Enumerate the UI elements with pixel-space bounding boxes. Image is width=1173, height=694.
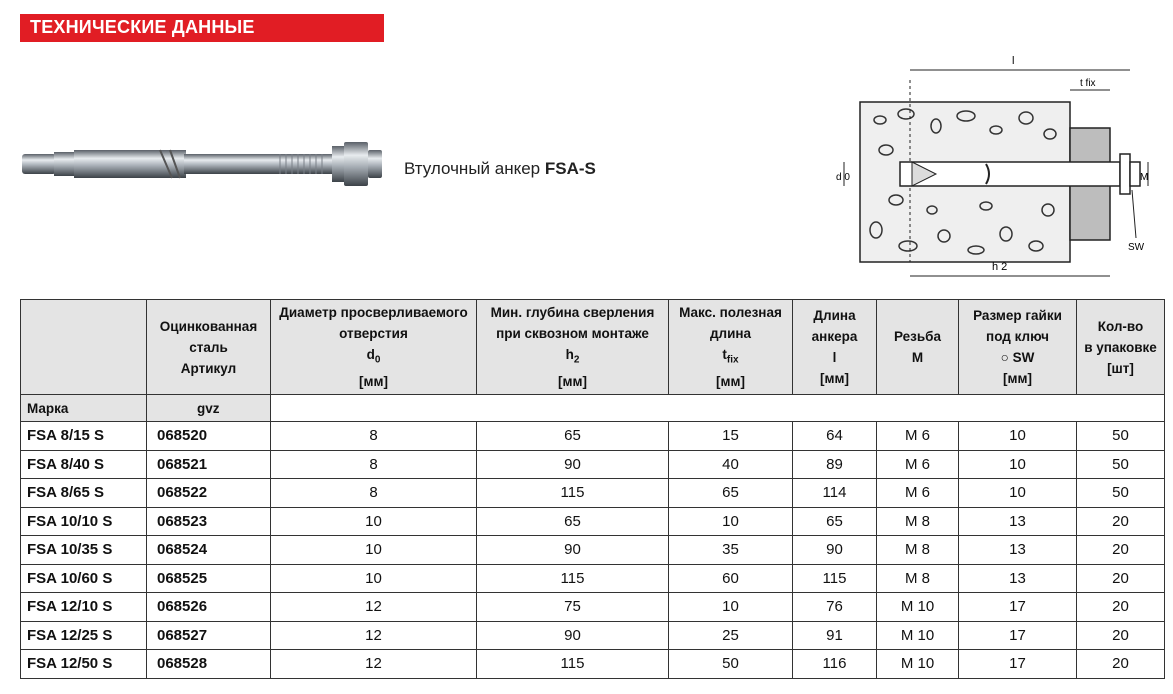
d0-cell: 8 — [271, 479, 477, 508]
header-l-sym: l — [832, 350, 837, 365]
thread-cell: M 10 — [877, 621, 959, 650]
length-cell: 114 — [793, 479, 877, 508]
label-gvz: gvz — [147, 395, 271, 422]
mark-cell: FSA 12/50 S — [21, 650, 147, 679]
article-cell: 068527 — [147, 621, 271, 650]
header-thread-title1: Резьба — [893, 329, 942, 344]
qty-cell: 20 — [1077, 507, 1165, 536]
qty-cell: 50 — [1077, 450, 1165, 479]
qty-cell: 50 — [1077, 422, 1165, 451]
h2-cell: 65 — [477, 507, 669, 536]
dim-m-label: M — [1140, 172, 1149, 183]
product-caption — [404, 159, 596, 179]
d0-cell: 12 — [271, 593, 477, 622]
header-d0-unit: [мм] — [359, 373, 388, 389]
d0-cell: 8 — [271, 450, 477, 479]
table-row — [21, 507, 1165, 536]
mark-cell: FSA 8/15 S — [21, 422, 147, 451]
tfix-cell: 35 — [669, 536, 793, 565]
h2-cell: 115 — [477, 479, 669, 508]
header-tfix-sub: fix — [726, 354, 739, 366]
tfix-cell: 65 — [669, 479, 793, 508]
table-row — [21, 536, 1165, 565]
mark-cell: FSA 10/10 S — [21, 507, 147, 536]
header-d0-title2: отверстия — [339, 326, 408, 342]
header-qty-title1: Кол-во — [1097, 318, 1144, 334]
header-qty — [1077, 300, 1165, 395]
length-cell: 116 — [793, 650, 877, 679]
table-row — [21, 479, 1165, 508]
header-h2-sub: 2 — [573, 354, 580, 366]
sw-cell: 17 — [959, 593, 1077, 622]
header-d0-title1: Диаметр просверливаемого — [279, 305, 468, 321]
table-row — [21, 422, 1165, 451]
tfix-cell: 50 — [669, 650, 793, 679]
qty-cell: 20 — [1077, 650, 1165, 679]
header-d0 — [271, 300, 477, 395]
article-cell: 068522 — [147, 479, 271, 508]
caption-prefix: Втулочный анкер — [404, 159, 545, 178]
label-mark: Марка — [21, 395, 147, 422]
qty-cell: 50 — [1077, 479, 1165, 508]
dim-l-label: l — [1012, 55, 1015, 67]
header-tfix-unit: [мм] — [716, 373, 745, 389]
table-row — [21, 650, 1165, 679]
header-article-line2: сталь — [189, 339, 228, 355]
header-h2 — [477, 300, 669, 395]
h2-cell: 115 — [477, 564, 669, 593]
sw-cell: 17 — [959, 650, 1077, 679]
qty-cell: 20 — [1077, 621, 1165, 650]
header-tfix-title1: Макс. полезная — [679, 305, 782, 321]
header-qty-title2: в упаковке — [1084, 339, 1157, 355]
qty-cell: 20 — [1077, 593, 1165, 622]
h2-cell: 115 — [477, 650, 669, 679]
thread-cell: M 10 — [877, 650, 959, 679]
article-cell: 068525 — [147, 564, 271, 593]
anchor-bolt-image — [20, 130, 392, 196]
h2-cell: 90 — [477, 450, 669, 479]
mark-cell: FSA 8/40 S — [21, 450, 147, 479]
tfix-cell: 10 — [669, 593, 793, 622]
length-cell: 65 — [793, 507, 877, 536]
header-sw-title2: под ключ — [986, 329, 1049, 344]
thread-cell: M 6 — [877, 479, 959, 508]
header-h2-title2: при сквозном монтаже — [496, 326, 649, 342]
header-tfix — [669, 300, 793, 395]
article-cell: 068521 — [147, 450, 271, 479]
article-cell: 068526 — [147, 593, 271, 622]
table-label-row — [21, 395, 1165, 422]
section-title-banner: ТЕХНИЧЕСКИЕ ДАННЫЕ — [20, 14, 384, 42]
header-sw-title1: Размер гайки — [973, 308, 1062, 323]
length-cell: 89 — [793, 450, 877, 479]
h2-cell: 90 — [477, 536, 669, 565]
header-h2-unit: [мм] — [558, 373, 587, 389]
tfix-cell: 25 — [669, 621, 793, 650]
header-article-line1: Оцинкованная — [159, 318, 258, 334]
tfix-cell: 60 — [669, 564, 793, 593]
mark-cell: FSA 8/65 S — [21, 479, 147, 508]
header-tfix-sym: t — [722, 347, 727, 363]
tfix-cell: 40 — [669, 450, 793, 479]
h2-cell: 65 — [477, 422, 669, 451]
table-row — [21, 564, 1165, 593]
d0-cell: 12 — [271, 650, 477, 679]
d0-cell: 10 — [271, 507, 477, 536]
mark-cell: FSA 12/10 S — [21, 593, 147, 622]
header-article — [147, 300, 271, 395]
header-l-title1: Длина — [813, 308, 856, 323]
table-row — [21, 593, 1165, 622]
qty-cell: 20 — [1077, 564, 1165, 593]
table-row — [21, 450, 1165, 479]
header-qty-unit: [шт] — [1107, 360, 1134, 376]
sw-cell: 10 — [959, 450, 1077, 479]
tfix-cell: 10 — [669, 507, 793, 536]
article-cell: 068523 — [147, 507, 271, 536]
dim-tfix-label: t fix — [1080, 78, 1096, 89]
thread-cell: M 8 — [877, 564, 959, 593]
d0-cell: 10 — [271, 564, 477, 593]
header-l-title2: анкера — [811, 329, 858, 344]
mark-cell: FSA 10/35 S — [21, 536, 147, 565]
header-d0-sym: d — [366, 347, 375, 363]
table-header-row — [21, 300, 1165, 395]
length-cell: 91 — [793, 621, 877, 650]
header-thread — [877, 300, 959, 395]
h2-cell: 90 — [477, 621, 669, 650]
d0-cell: 12 — [271, 621, 477, 650]
header-d0-sub: 0 — [374, 354, 381, 366]
thread-cell: M 6 — [877, 422, 959, 451]
article-cell: 068528 — [147, 650, 271, 679]
length-cell: 76 — [793, 593, 877, 622]
sw-cell: 10 — [959, 422, 1077, 451]
d0-cell: 10 — [271, 536, 477, 565]
header-l-unit: [мм] — [820, 371, 849, 386]
sw-cell: 13 — [959, 564, 1077, 593]
thread-cell: M 6 — [877, 450, 959, 479]
header-tfix-symbol — [671, 344, 790, 371]
header-d0-symbol — [273, 344, 474, 371]
length-cell: 90 — [793, 536, 877, 565]
header-sw-unit: [мм] — [1003, 371, 1032, 386]
table-row — [21, 621, 1165, 650]
tfix-cell: 15 — [669, 422, 793, 451]
dim-sw-label: SW — [1128, 242, 1145, 253]
header-h2-symbol — [479, 344, 666, 371]
mark-cell: FSA 10/60 S — [21, 564, 147, 593]
thread-cell: M 8 — [877, 507, 959, 536]
thread-cell: M 10 — [877, 593, 959, 622]
dim-d0-label: d 0 — [836, 172, 850, 183]
technical-data-table — [20, 299, 1165, 679]
header-h2-sym: h — [565, 347, 574, 363]
header-length — [793, 300, 877, 395]
thread-cell: M 8 — [877, 536, 959, 565]
sw-cell: 13 — [959, 507, 1077, 536]
label-blank — [271, 395, 1165, 422]
d0-cell: 8 — [271, 422, 477, 451]
article-cell: 068520 — [147, 422, 271, 451]
header-blank — [21, 300, 147, 395]
header-h2-title1: Мин. глубина сверления — [490, 305, 655, 321]
h2-cell: 75 — [477, 593, 669, 622]
qty-cell: 20 — [1077, 536, 1165, 565]
caption-product-name: FSA-S — [544, 159, 596, 178]
mark-cell: FSA 12/25 S — [21, 621, 147, 650]
dim-h2-label: h 2 — [992, 261, 1008, 273]
sw-cell: 17 — [959, 621, 1077, 650]
header-tfix-title2: длина — [709, 326, 752, 342]
installation-diagram — [836, 50, 1156, 288]
article-cell: 068524 — [147, 536, 271, 565]
length-cell: 115 — [793, 564, 877, 593]
sw-cell: 13 — [959, 536, 1077, 565]
sw-cell: 10 — [959, 479, 1077, 508]
header-article-line3: Артикул — [180, 360, 237, 376]
header-thread-sym: M — [911, 350, 924, 365]
length-cell: 64 — [793, 422, 877, 451]
header-sw-sym: ○ SW — [1000, 350, 1035, 365]
header-sw — [959, 300, 1077, 395]
